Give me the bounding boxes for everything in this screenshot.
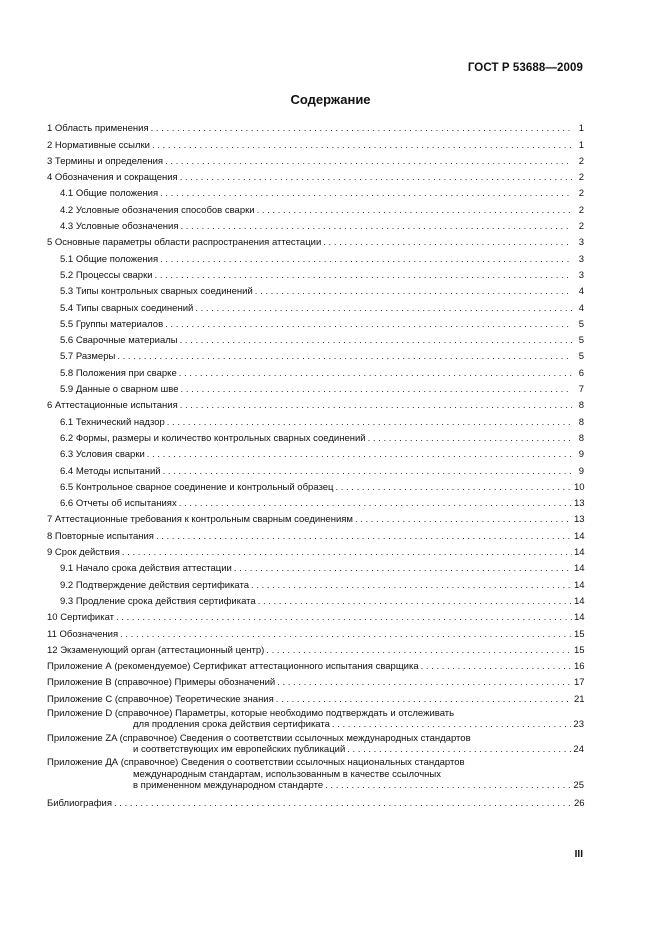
toc-entry-title: 5.9 Данные о сварном шве	[60, 384, 179, 396]
toc-entry-title: 5.3 Типы контрольных сварных соединений	[60, 286, 253, 298]
dot-leader	[117, 351, 572, 362]
toc-entry-title: 6.6 Отчеты об испытаниях	[60, 498, 177, 510]
dot-leader	[266, 645, 572, 656]
toc-entry-page: 24	[573, 743, 584, 755]
toc-entry-title: 4 Обозначения и сокращения	[47, 172, 178, 184]
toc-entry[interactable]	[47, 152, 584, 168]
dot-leader	[151, 123, 572, 134]
toc-entry-page: 23	[573, 719, 584, 731]
toc-entry-page: 14	[574, 563, 585, 575]
toc-entry[interactable]	[47, 608, 584, 624]
toc-entry[interactable]	[47, 510, 584, 526]
toc-entry-page: 14	[574, 530, 585, 542]
toc-entry-page: 5	[578, 351, 584, 363]
toc-entry-title: 3 Термины и определения	[47, 155, 164, 167]
dot-leader	[147, 449, 572, 460]
dot-leader	[122, 547, 572, 558]
toc-entry-title-continuation: для продления срока действия сертификата	[133, 719, 330, 731]
toc-entry-page: 10	[574, 481, 585, 493]
dot-leader	[195, 303, 572, 314]
dot-leader	[251, 580, 572, 591]
dot-leader	[155, 270, 572, 281]
toc-entry-title: Приложение А (рекомендуемое) Сертификат аттестационного испытания сварщика	[47, 661, 419, 673]
toc-entry-page: 9	[578, 449, 584, 461]
toc-entry-page: 8	[578, 416, 584, 428]
dot-leader	[167, 417, 572, 428]
dot-leader	[180, 172, 572, 183]
toc-entry[interactable]	[47, 689, 584, 705]
toc-entry-title: 6.3 Условия сварки	[60, 449, 145, 461]
toc-entry-title: Приложение В (справочное) Примеры обозначений	[47, 677, 276, 689]
toc-entry[interactable]	[47, 494, 584, 510]
dot-leader	[323, 237, 572, 248]
dot-leader	[163, 466, 572, 477]
toc-entry-title: 6.5 Контрольное сварное соединение и контрольный образец	[60, 481, 334, 493]
toc-entry[interactable]	[47, 315, 584, 331]
toc-entry-page: 2	[578, 204, 584, 216]
dot-leader	[332, 719, 572, 730]
toc-entry-title: 4.2 Условные обозначения способов сварки	[60, 204, 255, 216]
toc-entry[interactable]	[47, 380, 584, 396]
toc-entry-page: 14	[574, 547, 585, 559]
toc-entry-page: 17	[574, 677, 585, 689]
toc-entry-title: 5.6 Сварочные материалы	[60, 335, 178, 347]
toc-entry-title: Приложение С (справочное) Теоретические знания	[47, 693, 274, 705]
toc-entry-page: 9	[578, 465, 584, 477]
dot-leader	[258, 596, 572, 607]
dot-leader	[421, 661, 572, 672]
toc-entry-title: 11 Обозначения	[47, 628, 119, 640]
dot-leader	[180, 221, 572, 232]
dot-leader	[116, 612, 572, 623]
dot-leader	[325, 780, 571, 791]
toc-entry[interactable]	[47, 641, 584, 657]
toc-entry-page: 5	[578, 318, 584, 330]
toc-entry[interactable]	[47, 135, 584, 151]
toc-entry-title: 1 Область применения	[47, 123, 149, 135]
dot-leader	[114, 798, 572, 809]
toc-entry[interactable]	[47, 298, 584, 314]
toc-entry-page: 2	[578, 172, 584, 184]
dot-leader	[160, 254, 572, 265]
toc-entry-title: 9.2 Подтверждение действия сертификата	[60, 579, 250, 591]
toc-entry[interactable]	[47, 461, 584, 477]
toc-entry[interactable]	[47, 624, 584, 640]
dot-leader	[179, 368, 572, 379]
toc-entry[interactable]	[47, 217, 584, 233]
toc-entry-title-continuation: и соответствующих им европейских публикаций	[133, 743, 346, 755]
toc-entry[interactable]	[47, 559, 584, 575]
toc-entry[interactable]	[47, 233, 584, 249]
toc-entry-title: 6.1 Технический надзор	[60, 416, 165, 428]
toc-entry-title: 8 Повторные испытания	[47, 530, 154, 542]
toc-entry-page: 4	[578, 302, 584, 314]
toc-entry[interactable]	[47, 331, 584, 347]
toc-entry-title: Приложение ZA (справочное) Сведения о соответствии ссылочных международных стандартов	[47, 732, 471, 744]
toc-entry[interactable]	[47, 249, 584, 265]
toc-entry[interactable]	[47, 347, 584, 363]
toc-entry-title: 6 Аттестационные испытания	[47, 400, 178, 412]
toc-entry[interactable]	[47, 543, 584, 559]
page-title: Содержание	[290, 92, 371, 107]
dot-leader	[179, 498, 572, 509]
toc-entry[interactable]	[47, 592, 584, 608]
toc-entry[interactable]	[47, 168, 584, 184]
toc-entry-page: 4	[578, 286, 584, 298]
toc-entry-title: 9.1 Начало срока действия аттестации	[60, 563, 232, 575]
toc-entry[interactable]	[47, 119, 584, 135]
toc-entry-page: 3	[578, 253, 584, 265]
toc-entry-title: Приложение D (справочное) Параметры, которые необходимо подтверждать и отслеживать	[47, 707, 455, 719]
toc-entry-page: 2	[578, 188, 584, 200]
dot-leader	[257, 205, 572, 216]
toc-entry-page: 26	[574, 797, 585, 809]
toc-entry-page: 6	[578, 367, 584, 379]
toc-entry-page: 8	[578, 400, 584, 412]
toc-entry-page: 13	[574, 498, 585, 510]
dot-leader	[276, 694, 572, 705]
toc-entry-page: 2	[578, 221, 584, 233]
toc-entry[interactable]	[47, 575, 584, 591]
page-number: III	[574, 849, 583, 860]
dot-leader	[234, 563, 572, 574]
toc-entry[interactable]	[47, 478, 584, 494]
toc-entry-title: 5.5 Группы материалов	[60, 318, 164, 330]
toc-entry-page: 1	[578, 139, 584, 151]
toc-entry-page: 8	[578, 432, 584, 444]
toc-entry-page: 2	[578, 155, 584, 167]
toc-entry[interactable]	[47, 445, 584, 461]
toc-entry[interactable]	[47, 657, 584, 673]
dot-leader	[355, 514, 572, 525]
dot-leader	[180, 335, 572, 346]
table-of-contents	[47, 119, 584, 810]
dot-leader	[181, 384, 572, 395]
document-code: ГОСТ Р 53688—2009	[467, 62, 583, 74]
dot-leader	[120, 629, 572, 640]
toc-entry-page: 13	[574, 514, 585, 526]
toc-entry-title: 4.3 Условные обозначения	[60, 221, 179, 233]
dot-leader	[347, 744, 571, 755]
toc-entry-title-continuation: международным стандартам, использованным в качестве ссылочных	[133, 768, 441, 780]
toc-entry-page: 21	[574, 693, 585, 705]
toc-entry-page: 14	[574, 612, 585, 624]
dot-leader	[165, 319, 572, 330]
toc-entry[interactable]	[47, 363, 584, 379]
toc-entry[interactable]	[47, 396, 584, 412]
toc-entry-title: 2 Нормативные ссылки	[47, 139, 150, 151]
toc-entry-title: 5.4 Типы сварных соединений	[60, 302, 194, 314]
toc-entry-page: 15	[574, 628, 585, 640]
toc-entry-title: 10 Сертификат	[47, 612, 114, 624]
toc-entry[interactable]	[47, 282, 584, 298]
dot-leader	[255, 286, 572, 297]
toc-entry-title: 5 Основные параметры области распространения аттестации	[47, 237, 322, 249]
dot-leader	[335, 482, 572, 493]
toc-entry-title: 6.2 Формы, размеры и количество контрольных сварных соединений	[60, 432, 366, 444]
toc-entry-title: 6.4 Методы испытаний	[60, 465, 161, 477]
toc-entry-page: 14	[574, 595, 585, 607]
toc-entry-page: 25	[573, 780, 584, 792]
toc-entry-page: 5	[578, 335, 584, 347]
dot-leader	[160, 188, 572, 199]
dot-leader	[156, 531, 572, 542]
toc-entry-page: 15	[574, 644, 585, 656]
toc-entry-title: 9 Срок действия	[47, 547, 120, 559]
toc-entry[interactable]	[47, 200, 584, 216]
dot-leader	[180, 400, 572, 411]
toc-entry[interactable]	[47, 412, 584, 428]
toc-entry-page: 3	[578, 237, 584, 249]
toc-entry-title: 12 Экзаменующий орган (аттестационный центр)	[47, 644, 265, 656]
toc-entry[interactable]	[47, 184, 584, 200]
toc-entry-title: 5.1 Общие положения	[60, 253, 159, 265]
toc-entry[interactable]	[47, 429, 584, 445]
toc-entry-page: 7	[578, 384, 584, 396]
toc-entry-page: 1	[578, 123, 584, 135]
dot-leader	[165, 156, 572, 167]
toc-entry-title: Библиография	[47, 797, 112, 809]
toc-entry-title: 5.7 Размеры	[60, 351, 116, 363]
toc-entry-title: 4.1 Общие положения	[60, 188, 159, 200]
dot-leader	[152, 140, 572, 151]
toc-entry-page: 14	[574, 579, 585, 591]
toc-entry[interactable]	[47, 673, 584, 689]
toc-entry-title: 5.2 Процессы сварки	[60, 269, 153, 281]
toc-entry-page: 3	[578, 269, 584, 281]
toc-entry-title: 5.8 Положения при сварке	[60, 367, 177, 379]
dot-leader	[368, 433, 572, 444]
toc-entry-multiline[interactable]	[47, 733, 584, 756]
toc-entry-title: Приложение ДА (справочное) Сведения о соответствии ссылочных национальных стандартов	[47, 757, 465, 769]
toc-entry-multiline[interactable]	[47, 757, 584, 791]
toc-entry-title-continuation: в примененном международном стандарте	[133, 780, 324, 792]
toc-entry-title: 7 Аттестационные требования к контрольным сварным соединениям	[47, 514, 353, 526]
toc-entry[interactable]	[47, 794, 584, 810]
toc-entry-page: 16	[574, 661, 585, 673]
toc-entry-title: 9.3 Продление срока действия сертификата	[60, 595, 256, 607]
toc-entry[interactable]	[47, 266, 584, 282]
dot-leader	[277, 677, 572, 688]
toc-entry-multiline[interactable]	[47, 708, 584, 731]
toc-entry[interactable]	[47, 526, 584, 542]
